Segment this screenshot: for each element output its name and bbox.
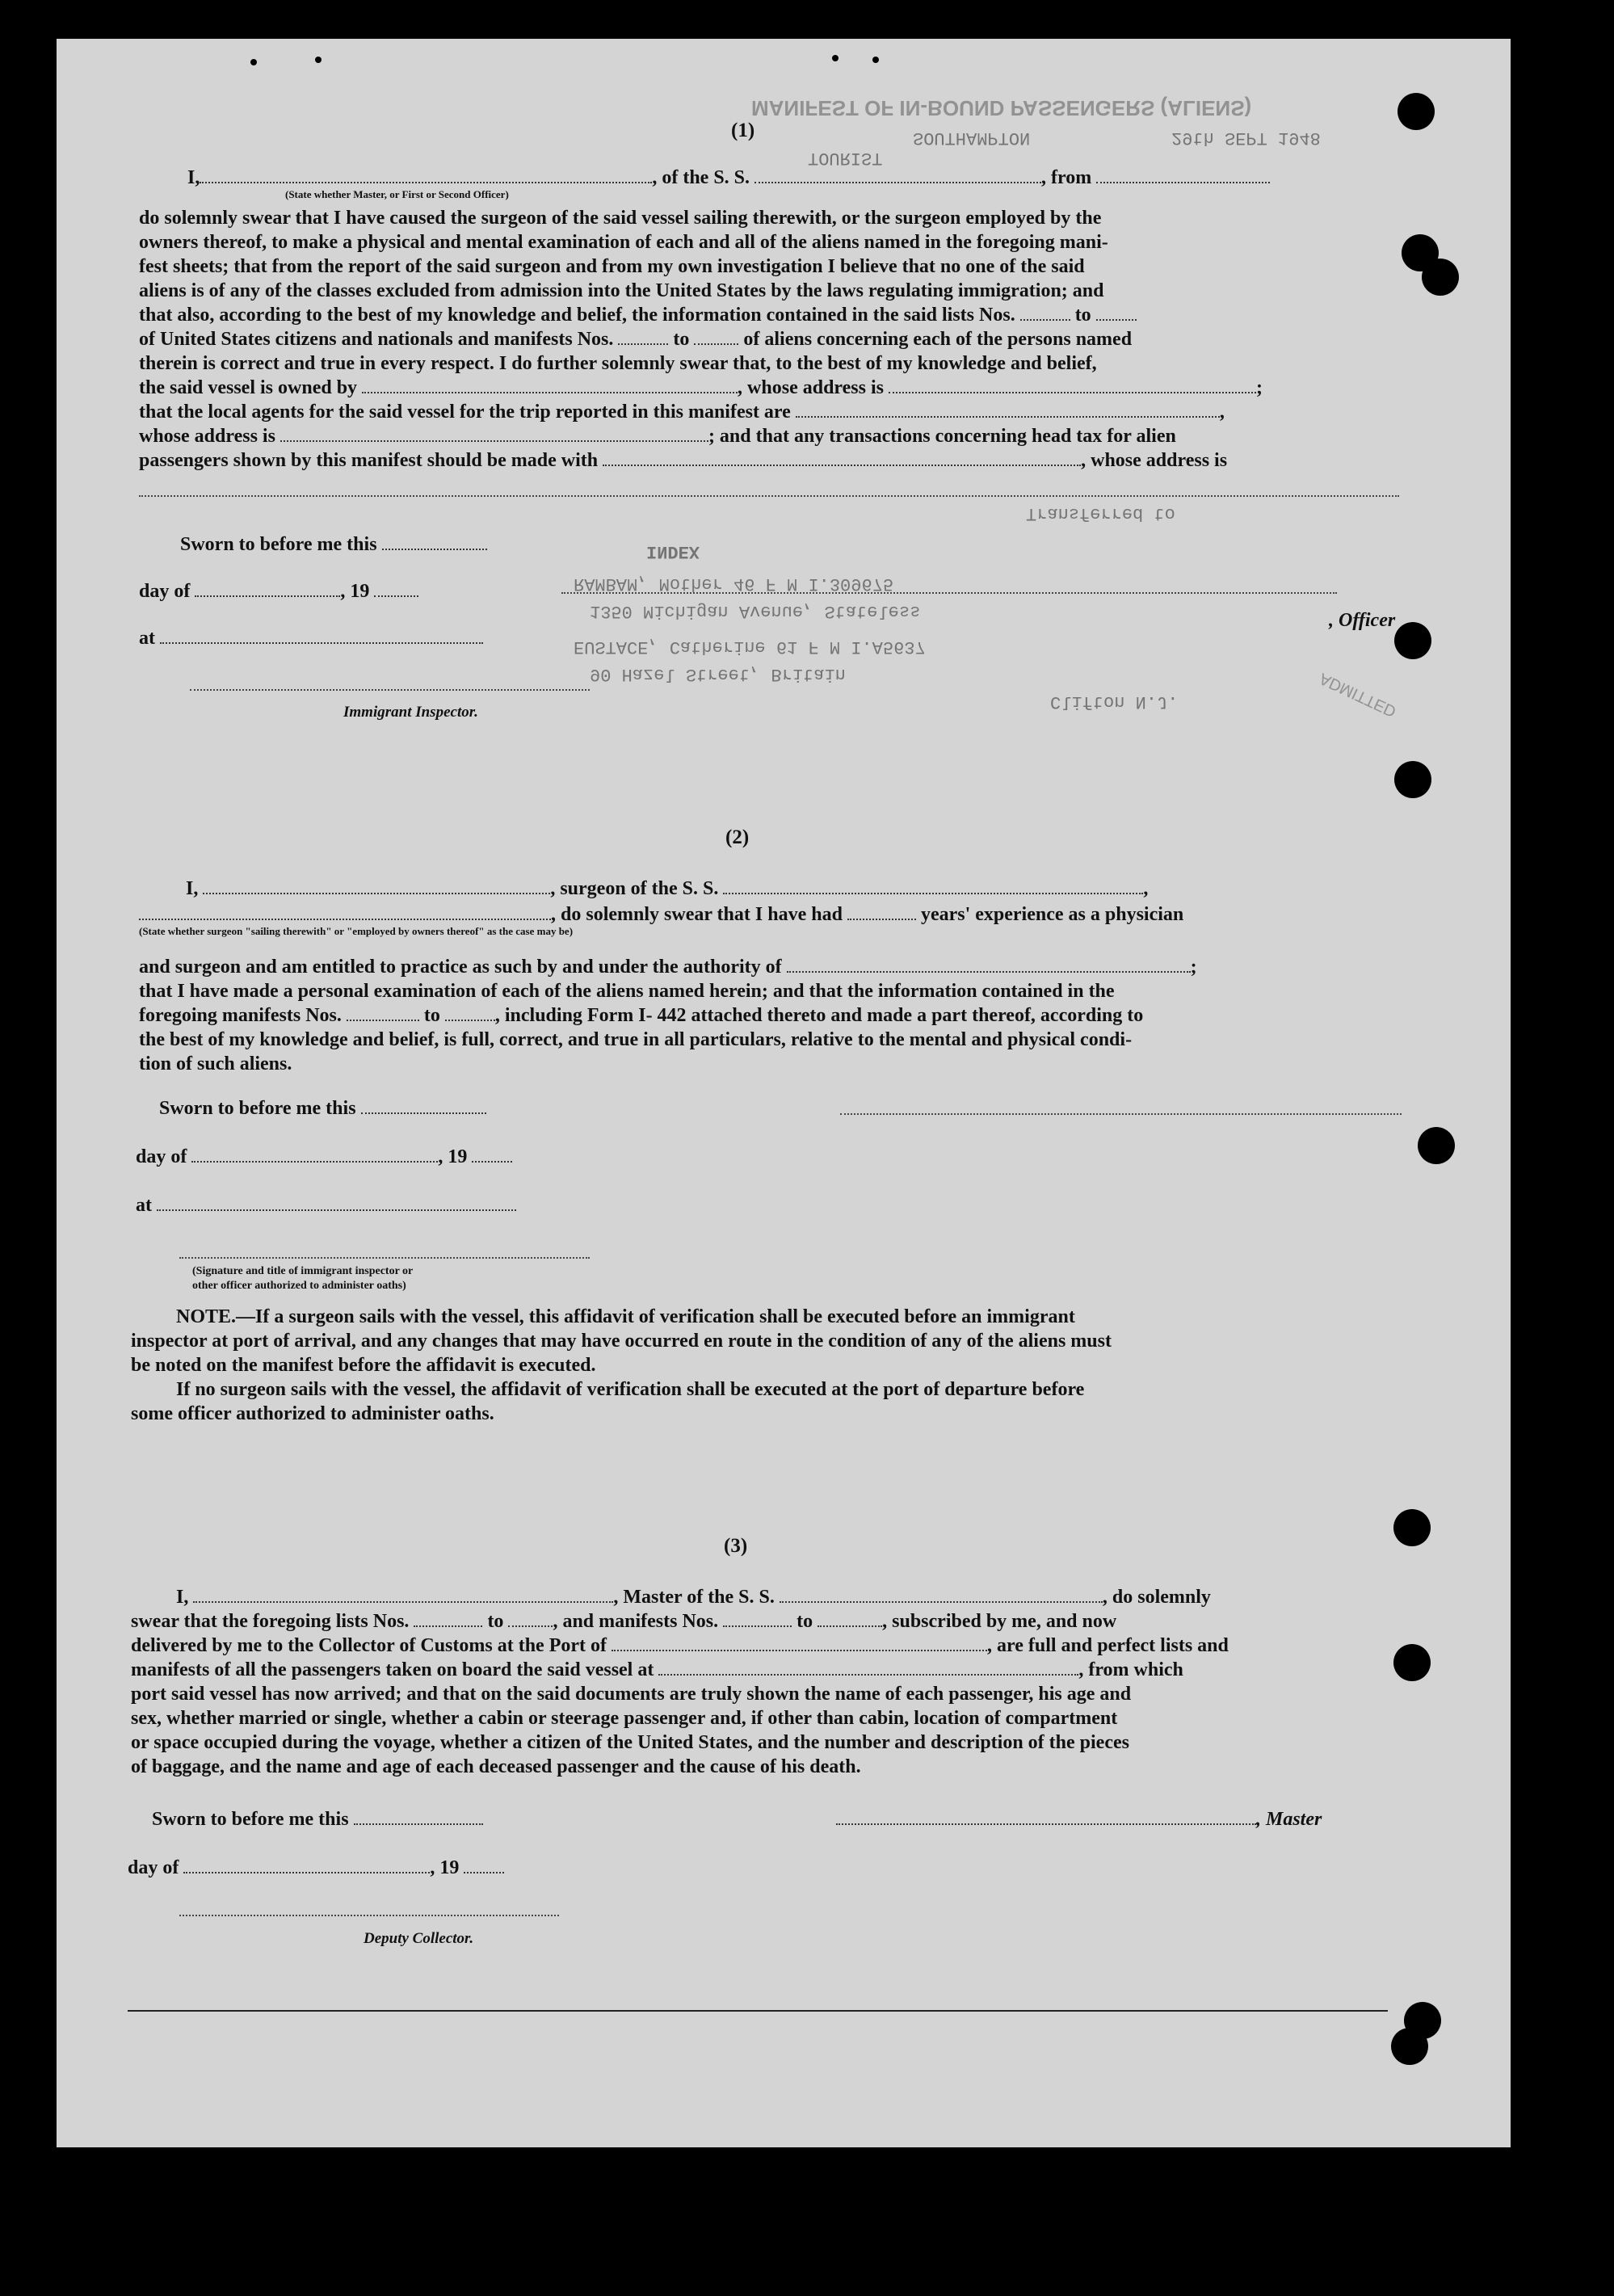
s3-l2-tail: , subscribed by me, and now [882, 1611, 1117, 1632]
s3-line-8: of baggage, and the name and age of each deceased passenger and the cause of his death. [131, 1756, 861, 1777]
s1-l12-addr: , whose address is [1081, 450, 1228, 471]
s2-note-label: NOTE. [176, 1306, 237, 1327]
s3-l4-text: manifests of all the passengers taken on board the said vessel at [131, 1659, 654, 1680]
s1-year-field[interactable] [374, 581, 418, 597]
s1-owner-field[interactable] [362, 377, 738, 393]
punch-hole [1393, 1509, 1431, 1546]
s2-l2-swear: , do solemnly swear that I have had [551, 904, 843, 925]
s3-day-month-field[interactable] [183, 1857, 430, 1873]
s1-l12-text: passengers shown by this manifest should be made with [139, 450, 599, 471]
s2-signature-line[interactable] [840, 1113, 1402, 1115]
s1-line-2: do solemnly swear that I have caused the surgeon of the said vessel sailing therewith, or the surgeon employed by the [139, 208, 1102, 229]
s2-inspector-signature-line[interactable] [179, 1257, 590, 1259]
s3-manifests-to-field[interactable] [818, 1611, 882, 1627]
s3-l3-text: delivered by me to the Collector of Customs at the Port of [131, 1635, 607, 1656]
bleed-row-1: INDEX [646, 541, 700, 561]
bottom-rule [128, 2010, 1388, 2012]
s2-note-text-1: —If a surgeon sails with the vessel, this affidavit of verification shall be executed before an immigrant [236, 1306, 1075, 1327]
s2-l2-years: years' experience as a physician [920, 904, 1184, 925]
s1-headtax-field[interactable] [603, 450, 1081, 466]
s1-l1-i: I, [187, 167, 200, 188]
s2-sworn-day-field[interactable] [361, 1098, 486, 1114]
s3-master-name-field[interactable] [193, 1587, 613, 1603]
s1-l7-tail: of aliens concerning each of the persons named [743, 329, 1133, 350]
s2-l3-text: and surgeon and am entitled to practice as such by and under the authority of [139, 957, 782, 978]
section-3-heading: (3) [724, 1535, 748, 1557]
s3-line-5: port said vessel has now arrived; and that on the said documents are truly shown the name of each passenger, his age and [131, 1684, 1132, 1705]
s1-manifests-to-field[interactable] [694, 329, 738, 345]
s3-day [128, 1857, 504, 1879]
s2-line-1 [186, 877, 1148, 900]
s2-surgeon-name-field[interactable] [203, 878, 550, 894]
s1-at-field[interactable] [160, 628, 483, 644]
s2-year-field[interactable] [472, 1146, 512, 1163]
s3-l2-to2: to [796, 1611, 813, 1632]
bleed-class: TOURIST [808, 148, 883, 168]
s1-line-4: fest sheets; that from the report of the said surgeon and from my own investigation I believe that no one of the said [139, 256, 1085, 277]
punch-hole [1394, 761, 1431, 798]
s2-note-line-5: some officer authorized to administer oaths. [131, 1403, 494, 1424]
s1-line-12 [139, 449, 1227, 472]
s1-line-3: owners thereof, to make a physical and mental examination of each and all of the aliens named in the foregoing mani- [139, 232, 1108, 253]
bleed-top-stamp: MANIFEST OF IN-BOUND PASSENGERS (ALIENS) [751, 96, 1252, 120]
s2-l1-comma: , [1143, 878, 1149, 899]
s3-line-7: or space occupied during the voyage, whether a citizen of the United States, and the number and description of the pieces [131, 1732, 1129, 1753]
punch-hole [1418, 1127, 1455, 1164]
s2-l5-text: foregoing manifests Nos. [139, 1005, 342, 1026]
s1-at-label: at [139, 628, 155, 649]
s1-at [139, 627, 483, 650]
s3-lists-to-field[interactable] [508, 1611, 553, 1627]
s2-at-label: at [136, 1195, 152, 1216]
pin-mark [315, 57, 322, 63]
pin-mark [872, 57, 879, 63]
s3-day-label: day of [128, 1857, 179, 1878]
s2-sworn-label: Sworn to before me this [159, 1098, 356, 1119]
s2-line-4: that I have made a personal examination of each of the aliens named herein; and that the information contained in the [139, 981, 1115, 1002]
s1-line-10 [139, 401, 1225, 423]
s1-line-5: aliens is of any of the classes excluded from admission into the United States by the laws regulating immigration; and [139, 280, 1104, 301]
s2-l5-tail: , including Form I- 442 attached thereto and made a part thereof, according to [494, 1005, 1144, 1026]
s3-year-field[interactable] [464, 1857, 504, 1873]
s2-line-7: tion of such aliens. [139, 1053, 292, 1074]
s3-line-2 [131, 1610, 1116, 1633]
s1-l1-from: , from [1041, 167, 1092, 188]
pin-mark [832, 55, 839, 61]
s3-master-sig [836, 1808, 1322, 1831]
s1-sworn-day-field[interactable] [382, 534, 487, 550]
s3-master-signature-line[interactable] [836, 1809, 1256, 1825]
bleed-row-5: 90 Hazel Street, Britain [590, 664, 846, 684]
s3-port-field[interactable] [612, 1635, 987, 1651]
s3-sworn [152, 1808, 483, 1831]
s2-vessel-field[interactable] [723, 878, 1143, 894]
s2-day-label: day of [136, 1146, 187, 1167]
s2-line-6: the best of my knowledge and belief, is full, correct, and true in all particulars, relative to the mental and physical condi- [139, 1029, 1133, 1050]
s3-l1-i: I, [176, 1587, 189, 1608]
bleed-row-4: EUSTACE, Catherine 61 F M I.A5637 [574, 637, 926, 657]
s1-l6-text: that also, according to the best of my knowledge and belief, the information contained in the said lists Nos. [139, 305, 1015, 326]
punch-hole [1394, 622, 1431, 659]
s1-owner-address-field[interactable] [889, 377, 1256, 393]
section-2-heading: (2) [725, 826, 750, 848]
s3-manifests-from-field[interactable] [723, 1611, 792, 1627]
s1-line-9 [139, 376, 1263, 399]
s2-line-5 [139, 1004, 1143, 1027]
s2-l1-i: I, [186, 878, 199, 899]
s3-line-1 [176, 1586, 1211, 1608]
s3-vessel-field[interactable] [780, 1587, 1103, 1603]
bleed-row-0: Transferred to [1026, 503, 1175, 524]
s2-sailing-status-field[interactable] [139, 904, 551, 920]
s1-line-11 [139, 425, 1176, 448]
s2-at [136, 1194, 516, 1217]
s2-sworn [159, 1097, 486, 1120]
s1-sworn [180, 533, 487, 556]
punch-hole [1393, 1644, 1431, 1681]
s1-vessel-name-field[interactable] [754, 167, 1041, 183]
s2-line-3 [139, 956, 1197, 978]
s3-sworn-day-field[interactable] [354, 1809, 483, 1825]
s2-l1-surgeon: , surgeon of the S. S. [550, 878, 719, 899]
s3-l2-manifests: , and manifests Nos. [553, 1611, 719, 1632]
s1-l11-tail: ; and that any transactions concerning head tax for alien [708, 426, 1176, 447]
bleed-row-2: RAMBAM, Mother 46 F M I.309675 [574, 574, 894, 594]
s1-lists-from-field[interactable] [1020, 305, 1070, 321]
punch-hole [1391, 2028, 1428, 2065]
s2-authority-field[interactable] [787, 957, 1191, 973]
s1-sworn-label: Sworn to before me this [180, 534, 377, 555]
s2-line-2 [139, 903, 1183, 926]
bleed-right-stamp: ADMITTED [1316, 669, 1399, 721]
s1-day [139, 580, 418, 603]
s1-officer-note: (State whether Master, or First or Second Officer) [285, 188, 509, 200]
bleed-row-6: Clifton N.J. [1050, 692, 1179, 712]
s1-from-port-field[interactable] [1096, 167, 1270, 183]
s2-l3-semi: ; [1190, 957, 1197, 978]
s2-day-month-field[interactable] [191, 1146, 438, 1163]
bleed-port: SOUTHAMPTON [913, 128, 1031, 148]
s1-inspector-label: Immigrant Inspector. [343, 704, 478, 721]
s1-l1-ss: , of the S. S. [652, 167, 750, 188]
s1-agents-address-field[interactable] [280, 426, 708, 442]
s1-l9-owned: the said vessel is owned by [139, 377, 358, 398]
s1-l10-comma: , [1219, 402, 1225, 423]
s2-manifests-to-field[interactable] [445, 1005, 495, 1021]
punch-hole [1422, 259, 1459, 296]
s3-l3-tail: , are full and perfect lists and [986, 1635, 1229, 1656]
s3-master-label: , Master [1256, 1809, 1322, 1830]
s3-deputy-signature-line[interactable] [179, 1915, 559, 1916]
s2-year-label: , 19 [438, 1146, 468, 1167]
s2-note-line-4: If no surgeon sails with the vessel, the affidavit of verification shall be executed at the port of departure before [176, 1379, 1085, 1400]
s1-line-7 [139, 328, 1132, 351]
s1-line-6 [139, 304, 1137, 326]
punch-hole [1398, 93, 1435, 130]
s2-sig-note-2: other officer authorized to administer oaths) [192, 1280, 406, 1292]
s3-l2-text: swear that the foregoing lists Nos. [131, 1611, 410, 1632]
s1-l7-text: of United States citizens and nationals and manifests Nos. [139, 329, 614, 350]
s2-manifests-from-field[interactable] [347, 1005, 419, 1021]
bleed-row-3: 1350 Michigan Avenue, Stateless [590, 601, 921, 621]
s3-line-6: sex, whether married or single, whether a cabin or steerage passenger and, if other than cabin, location of compartment [131, 1708, 1118, 1729]
s1-officer-name-field[interactable] [200, 167, 652, 183]
s1-day-label: day of [139, 581, 191, 602]
s2-note-line-3: be noted on the manifest before the affidavit is executed. [131, 1355, 596, 1376]
s1-line-8: therein is correct and true in every respect. I do further solemnly swear that, to the best of my knowledge and belief, [139, 353, 1097, 374]
s3-l2-to: to [487, 1611, 504, 1632]
section-1-heading: (1) [731, 120, 755, 141]
s1-inspector-signature-line[interactable] [190, 689, 590, 691]
s1-l9-addr: , whose address is [738, 377, 884, 398]
s3-line-3 [131, 1634, 1229, 1657]
s2-day [136, 1146, 512, 1168]
s1-agents-field[interactable] [796, 402, 1220, 418]
s1-lists-to-field[interactable] [1096, 305, 1137, 321]
s1-l10-agents: that the local agents for the said vessel for the trip reported in this manifest are [139, 402, 791, 423]
s1-l9-semi: ; [1255, 377, 1263, 398]
s2-at-field[interactable] [157, 1195, 516, 1211]
bleed-date: 29th SEPT 1948 [1171, 128, 1321, 148]
s1-line-1 [187, 166, 1270, 189]
s1-l7-to: to [673, 329, 690, 350]
pin-mark [250, 59, 257, 65]
s3-deputy-label: Deputy Collector. [364, 1930, 474, 1947]
s1-day-month-field[interactable] [195, 581, 340, 597]
s3-taken-at-field[interactable] [658, 1659, 1078, 1676]
s3-l1-master: , Master of the S. S. [613, 1587, 775, 1608]
s2-years-field[interactable] [847, 904, 916, 920]
s1-officer-signature-line[interactable] [561, 592, 1337, 594]
manifest-page [57, 39, 1511, 2147]
s3-year-label: , 19 [430, 1857, 460, 1878]
s3-l4-tail: , from which [1078, 1659, 1183, 1680]
s2-sig-note-1: (Signature and title of immigrant inspector or [192, 1265, 414, 1277]
s1-l11-addr: whose address is [139, 426, 275, 447]
s2-l5-to: to [423, 1005, 440, 1026]
s1-year-label: , 19 [340, 581, 370, 602]
s2-note-line-2: inspector at port of arrival, and any changes that may have occurred en route in the condition of any of the aliens must [131, 1331, 1112, 1352]
s2-surgeon-note: (State whether surgeon "sailing therewith" or "employed by owners thereof" as the case may be) [139, 925, 574, 937]
s3-line-4 [131, 1659, 1183, 1681]
s1-address-continuation-line[interactable] [139, 495, 1399, 497]
s3-sworn-label: Sworn to before me this [152, 1809, 349, 1830]
s1-manifests-from-field[interactable] [618, 329, 668, 345]
s1-l6-to: to [1074, 305, 1091, 326]
s3-l1-swear: , do solemnly [1102, 1587, 1211, 1608]
s3-lists-from-field[interactable] [414, 1611, 482, 1627]
s1-officer-label: , Officer [1329, 610, 1396, 631]
s2-note-line-1 [176, 1306, 1075, 1328]
